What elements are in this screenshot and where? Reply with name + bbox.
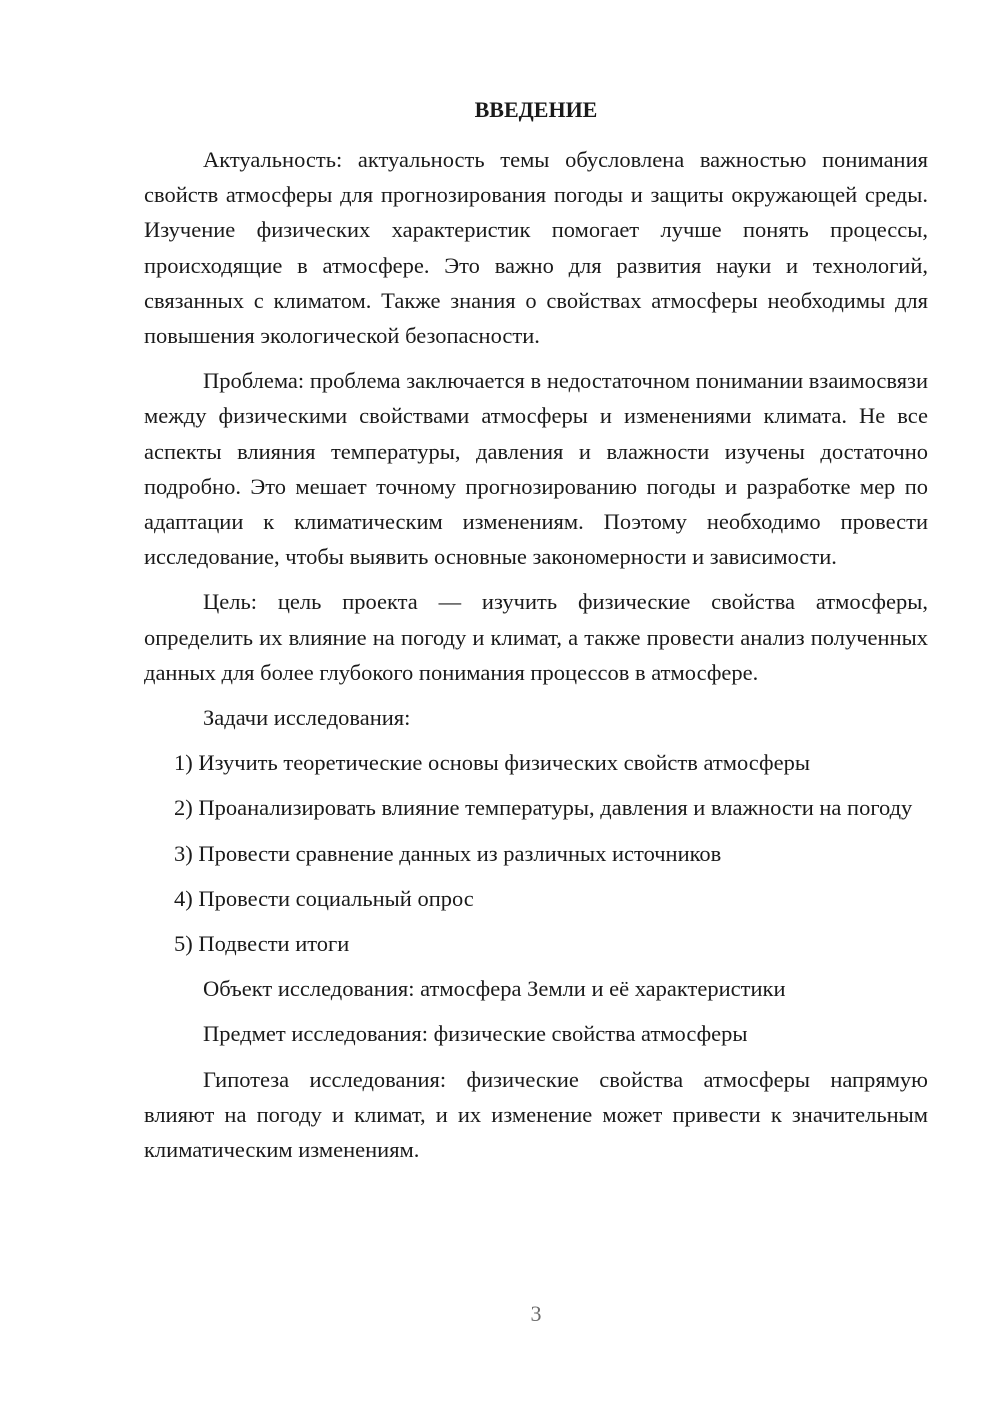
research-object: Объект исследования: атмосфера Земли и её характеристики bbox=[203, 976, 786, 1002]
task-item: 5) Подвести итоги bbox=[174, 931, 350, 957]
hypothesis-paragraph: Гипотеза исследования: физические свойства атмосферы напрямую влияют на погоду и климат, и их изменение может привести к значительным климатическим изменениям. bbox=[144, 1066, 928, 1163]
page-content bbox=[144, 92, 928, 1177]
tasks-list bbox=[144, 745, 928, 961]
problem-paragraph: Проблема: проблема заключается в недостаточном понимании взаимосвязи между физическими свойствами атмосферы и изменениями климата. Не все аспекты влияния температуры, давления и влажности изучены достаточно подробно. Это мешает точному прогнозированию погоды и разработке мер по адаптации к климатическим изменениям. Поэтому необходимо провести исследование, чтобы выявить основные закономерности и зависимости. bbox=[144, 368, 928, 570]
task-item: 4) Провести социальный опрос bbox=[174, 885, 474, 911]
tasks-heading: Задачи исследования: bbox=[203, 705, 411, 731]
goal-paragraph: Цель: цель проекта — изучить физические свойства атмосферы, определить их влияние на погоду и климат, а также провести анализ полученных данных для более глубокого понимания процессов в атмосфере. bbox=[144, 589, 928, 685]
task-item: 2) Проанализировать влияние температуры, давления и влажности на погоду bbox=[174, 795, 913, 821]
task-item: 1) Изучить теоретические основы физических свойств атмосферы bbox=[174, 750, 810, 776]
task-item: 3) Провести сравнение данных из различных источников bbox=[174, 840, 722, 866]
research-subject: Предмет исследования: физические свойства атмосферы bbox=[203, 1021, 748, 1047]
page-title: ВВЕДЕНИЕ bbox=[474, 97, 598, 122]
relevance-paragraph: Актуальность: актуальность темы обусловлена важностью понимания свойств атмосферы для прогнозирования погоды и защиты окружающей среды. Изучение физических характеристик помогает лучше понять процессы, происходящие в атмосфере. Это важно для развития науки и технологий, связанных с климатом. Также знания о свойствах атмосферы необходимы для повышения экологической безопасности. bbox=[144, 147, 928, 349]
page-number: 3 bbox=[530, 1301, 542, 1326]
